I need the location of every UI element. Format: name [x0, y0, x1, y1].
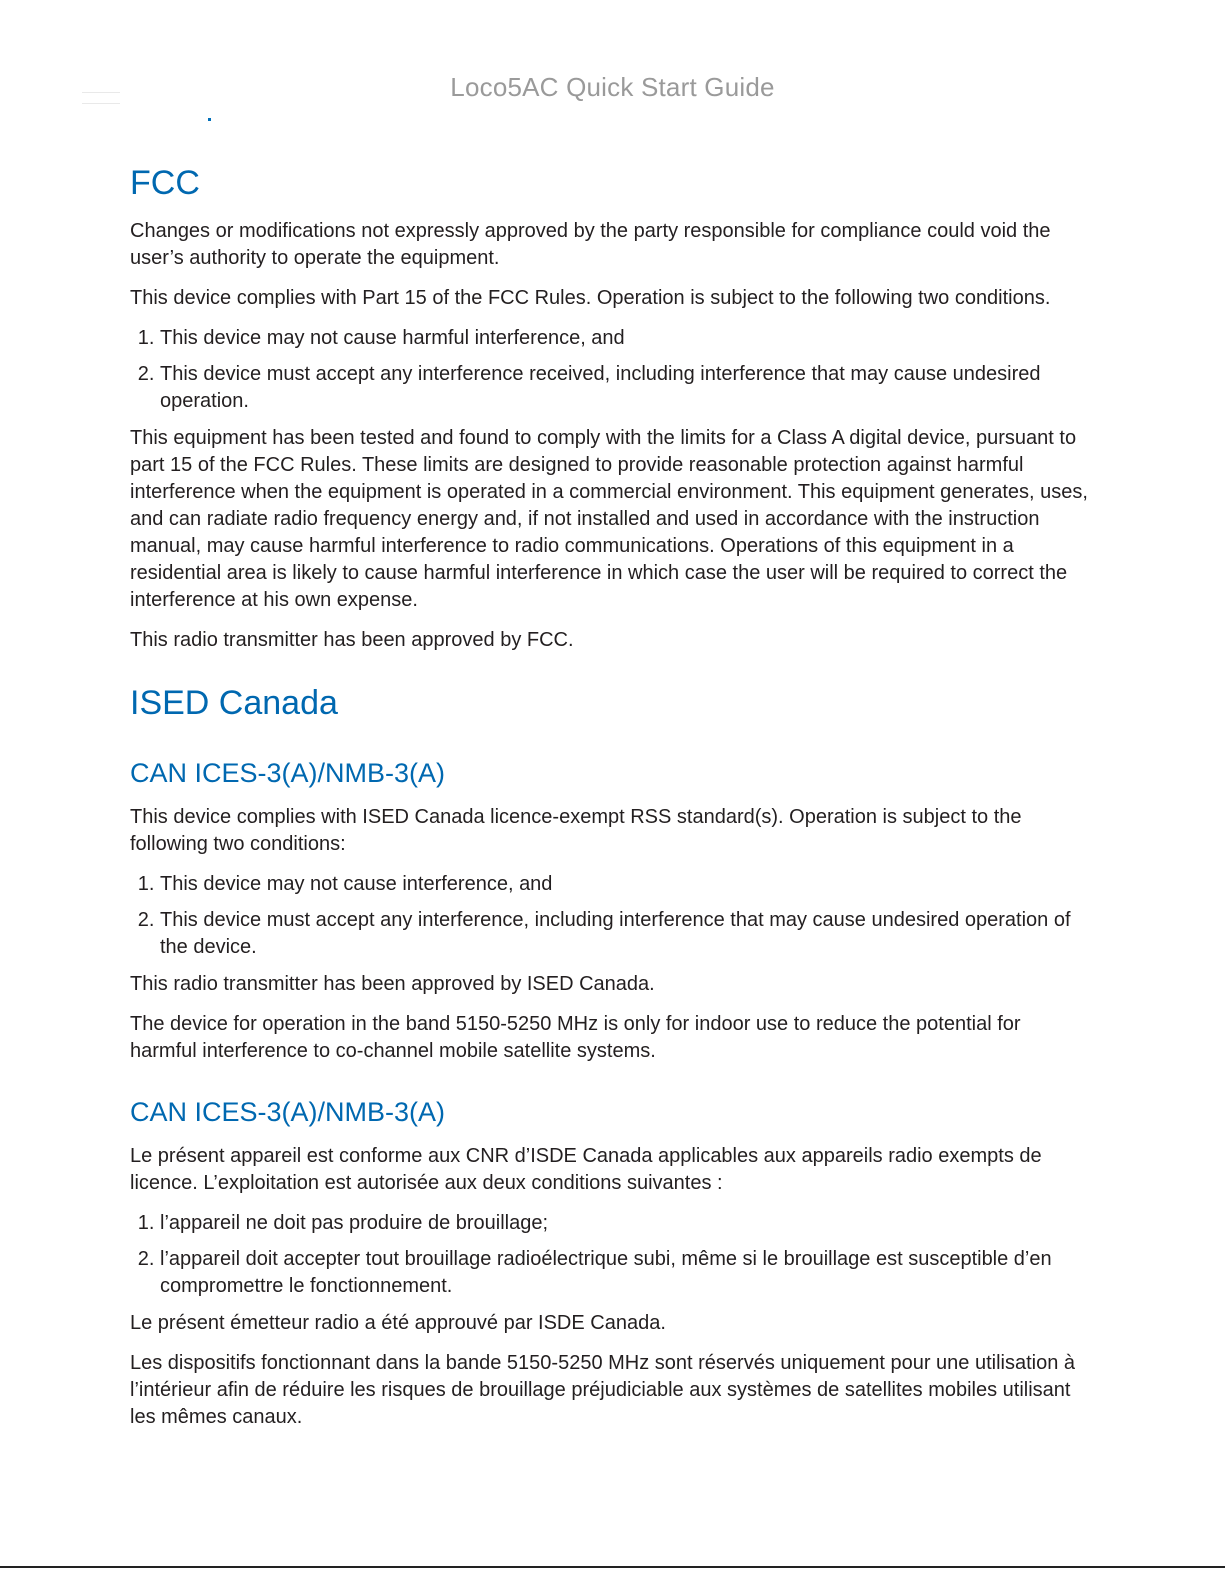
- fcc-paragraph-approval: This radio transmitter has been approved by FCC.: [130, 629, 574, 651]
- list-item: 1. This device may not cause interference, and: [160, 871, 1090, 898]
- ised-english-paragraph-approval: This radio transmitter has been approved by ISED Canada.: [130, 973, 655, 995]
- list-item: 2. This device must accept any interference received, including interference that may cause undesired operation.: [160, 361, 1090, 415]
- fcc-paragraph-modifications: Changes or modifications not expressly approved by the party responsible for compliance could void the user’s authority to operate the equipment.: [130, 220, 1051, 269]
- ised-french-paragraph-cnr: Le présent appareil est conforme aux CNR d’ISDE Canada applicables aux appareils radio exempts de licence. L’exploitation est autorisée aux deux conditions suivantes :: [130, 1145, 1042, 1194]
- list-item: 2. l’appareil doit accepter tout brouillage radioélectrique subi, même si le brouillage est susceptible d’en compromettre le fonctionnement.: [160, 1246, 1090, 1300]
- ised-french-heading: CAN ICES-3(A)/NMB-3(A): [130, 1097, 446, 1127]
- fcc-heading: FCC: [130, 164, 200, 202]
- ised-english-paragraph-band: The device for operation in the band 5150-5250 MHz is only for indoor use to reduce the potential for harmful interference to co-channel mobile satellite systems.: [130, 1013, 1021, 1062]
- ised-english-heading: CAN ICES-3(A)/NMB-3(A): [130, 758, 446, 788]
- ised-section: [130, 680, 1090, 1431]
- ised-english-conditions-list: [130, 871, 1090, 961]
- ised-heading: ISED Canada: [130, 684, 338, 722]
- ised-english-paragraph-rss: This device complies with ISED Canada licence-exempt RSS standard(s). Operation is subject to the following two conditions:: [130, 806, 1022, 855]
- list-item: 2. This device must accept any interference, including interference that may cause undesired operation of the device.: [160, 907, 1090, 961]
- fcc-conditions-list: [130, 325, 1090, 415]
- list-item: 1. l’appareil ne doit pas produire de brouillage;: [160, 1210, 1090, 1237]
- ised-french-paragraph-band: Les dispositifs fonctionnant dans la bande 5150-5250 MHz sont réservés uniquement pour une utilisation à l’intérieur afin de réduire les risques de brouillage préjudiciable aux systèmes de satellites mobiles utilisant les mêmes canaux.: [130, 1352, 1076, 1428]
- ised-french-paragraph-approval: Le présent émetteur radio a été approuvé par ISDE Canada.: [130, 1312, 666, 1334]
- header-dot: [208, 118, 211, 121]
- fcc-section: [130, 160, 1090, 654]
- document-body: [130, 160, 1090, 1444]
- list-item: 1. This device may not cause harmful interference, and: [160, 325, 1090, 352]
- page-header-title: Loco5AC Quick Start Guide: [450, 72, 775, 102]
- fcc-paragraph-class-a: This equipment has been tested and found to comply with the limits for a Class A digital device, pursuant to part 15 of the FCC Rules. These limits are designed to provide reasonable protection against harmful interference when the equipment is operated in a commercial environment. This equipment generates, uses, and can radiate radio frequency energy and, if not installed and used in accordance with the instruction manual, may cause harmful interference to radio communications. Operations of this equipment in a residential area is likely to cause harmful interference in which case the user will be required to correct the interference at his own expense.: [130, 427, 1088, 611]
- page-bottom-rule: [0, 1566, 1225, 1568]
- ised-french-conditions-list: [130, 1210, 1090, 1300]
- fcc-paragraph-part15: This device complies with Part 15 of the FCC Rules. Operation is subject to the following two conditions.: [130, 287, 1051, 309]
